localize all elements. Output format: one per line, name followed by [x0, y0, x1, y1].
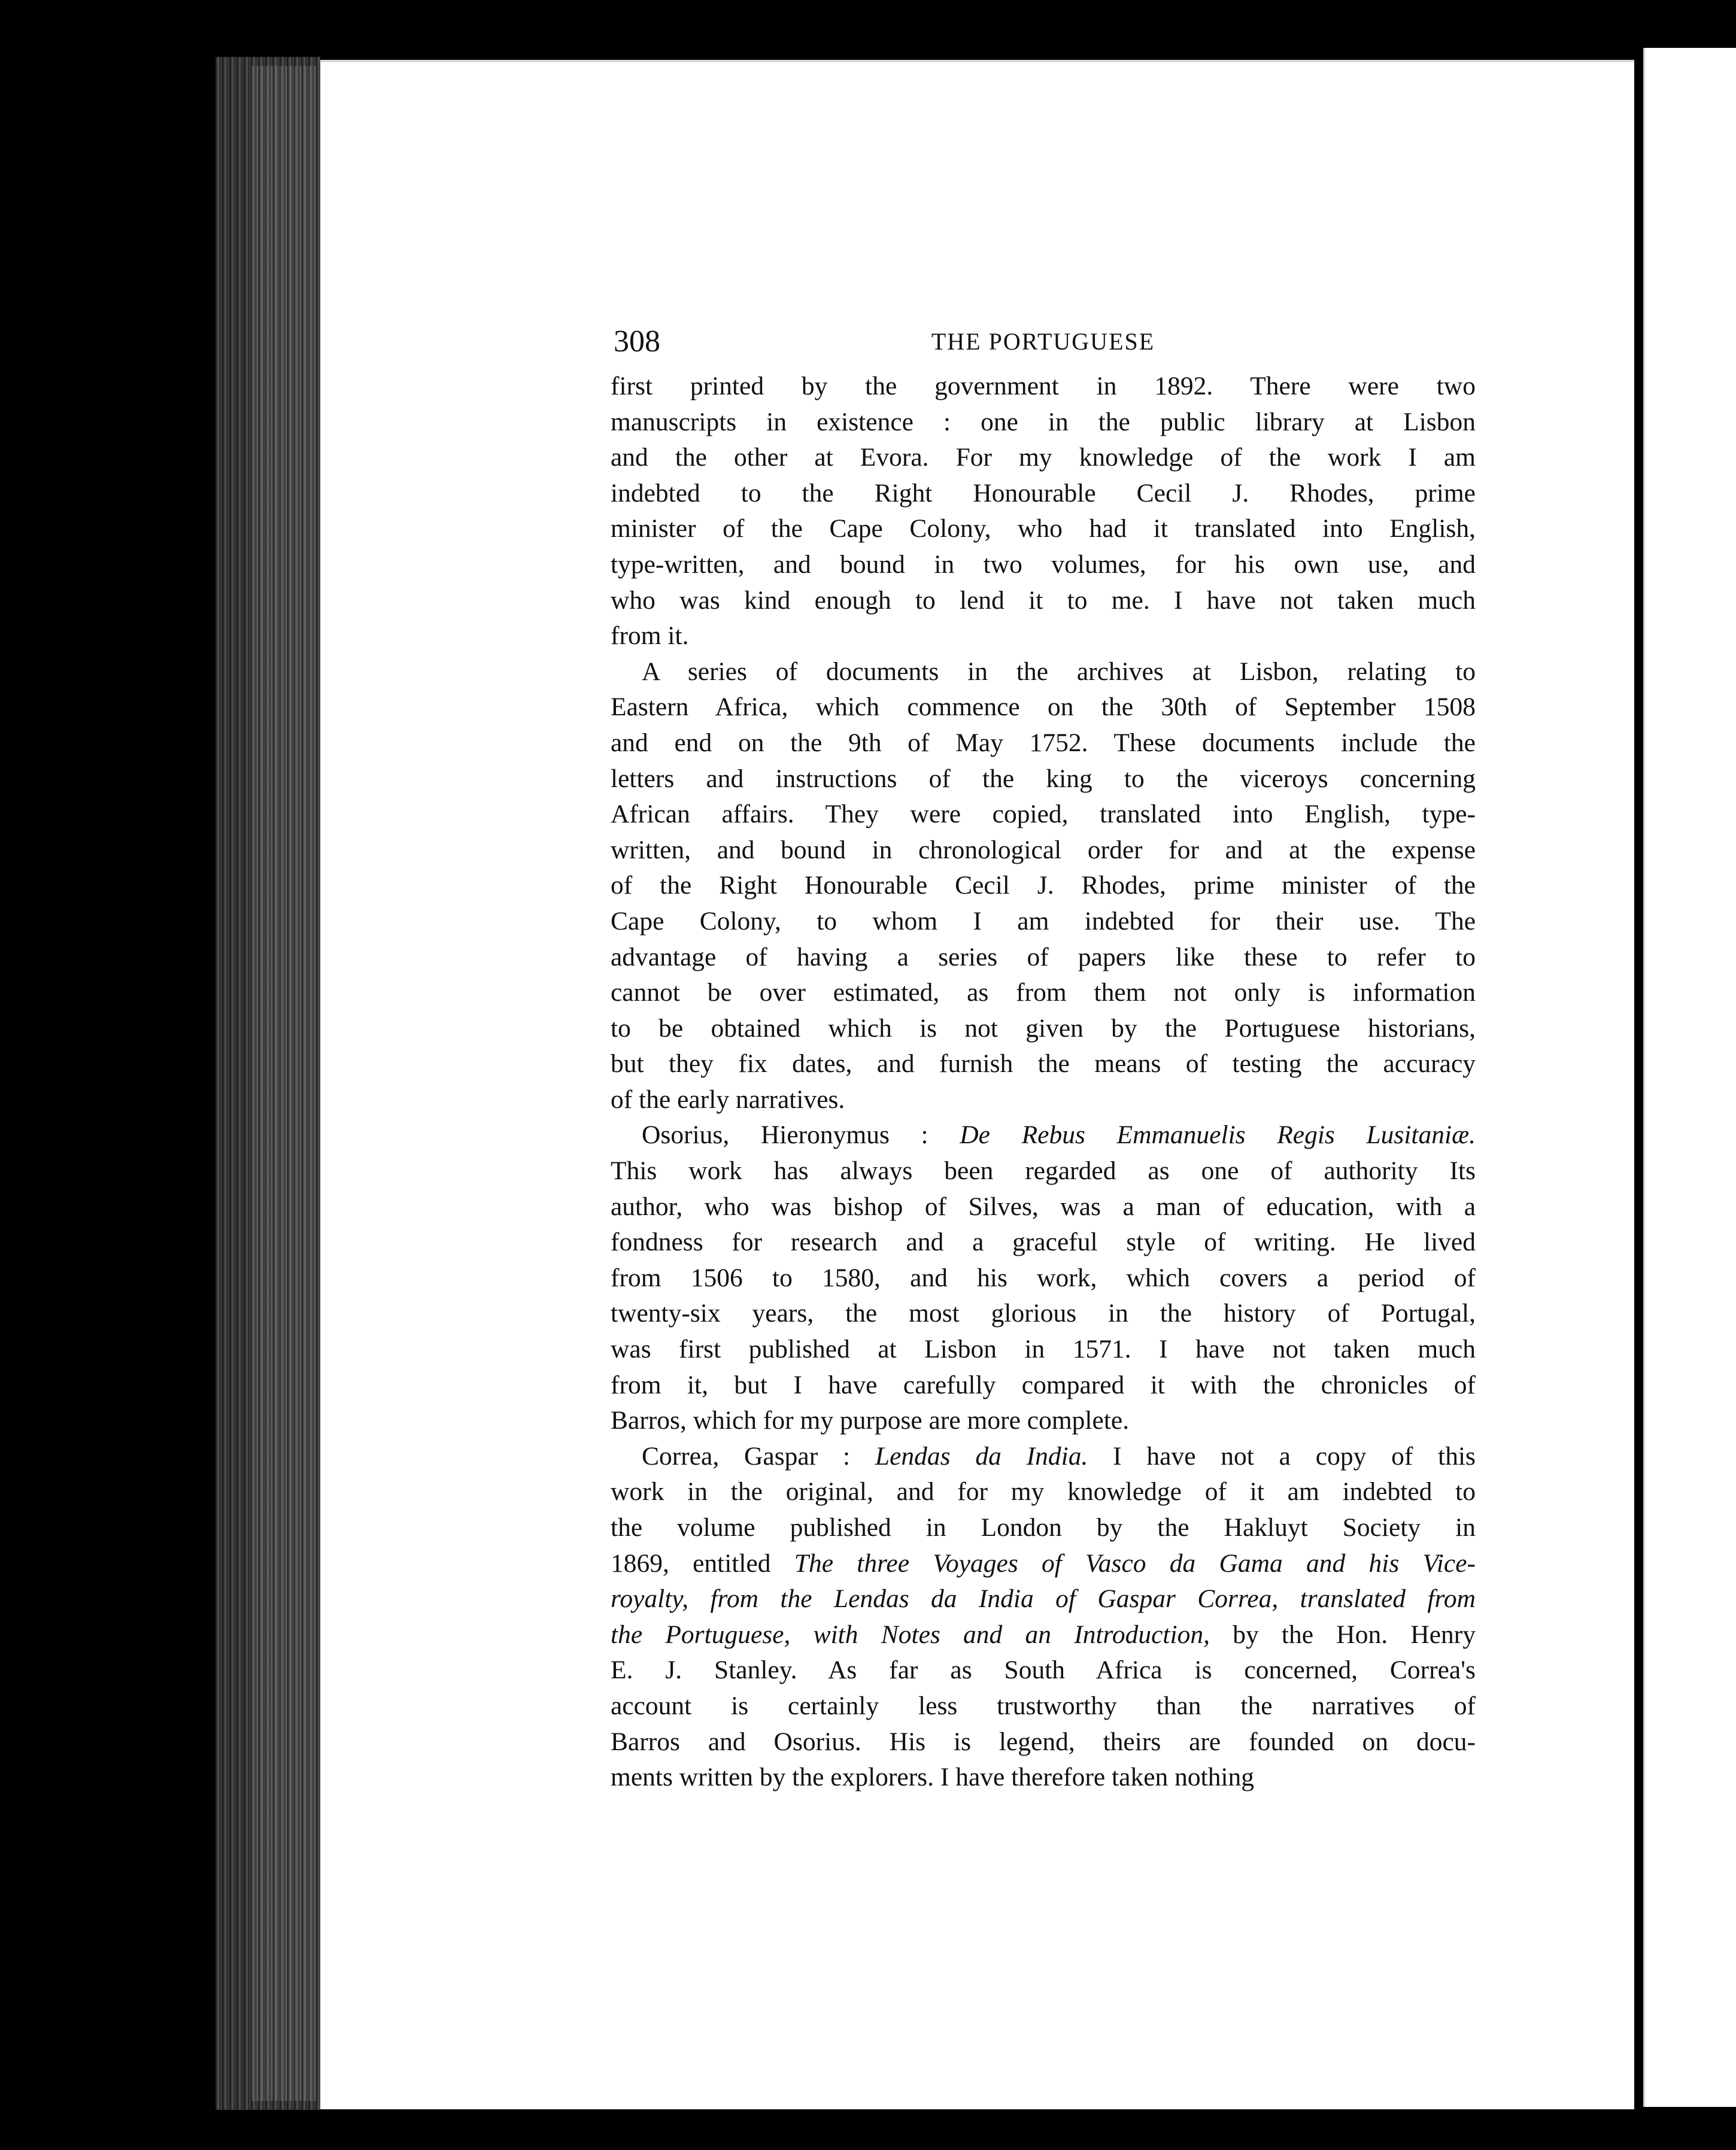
paragraph [611, 1117, 1476, 1438]
paragraph [611, 1439, 1476, 1796]
text-line: written, and bound in chronological order for and at the expense [611, 835, 1476, 864]
text-line: This work has always been regarded as one of authority Its [611, 1156, 1476, 1186]
text-line: advantage of having a series of papers like these to refer to [611, 942, 1476, 971]
text-line: but they fix dates, and furnish the means of testing the accuracy [611, 1049, 1476, 1079]
text-line: of the Right Honourable Cecil J. Rhodes, prime minister of the [611, 871, 1476, 900]
text-line: ments written by the explorers. I have therefore taken nothing [611, 1763, 1255, 1792]
text-line: Osorius, Hieronymus : De Rebus Emmanuelis Regis Lusitaniæ. [642, 1120, 1476, 1150]
text-line [611, 1581, 1476, 1617]
text-line: twenty-six years, the most glorious in the history of Portugal, [611, 1299, 1476, 1328]
text-line: from it, but I have carefully compared it with the chronicles of [611, 1370, 1476, 1399]
page-number: 308 [614, 324, 660, 359]
adjacent-page-edge [1643, 48, 1736, 2107]
text-line: Barros, which for my purpose are more complete. [611, 1406, 1130, 1435]
text-line: fondness for research and a graceful style of writing. He lived [611, 1228, 1476, 1257]
paragraph [611, 654, 1476, 1118]
text-line: to be obtained which is not given by the Portuguese historians, [611, 1013, 1476, 1043]
paragraph [611, 369, 1476, 654]
text-line: first printed by the government in 1892. There were two [611, 372, 1476, 400]
text-line: account is certainly less trustworthy than the narratives of [611, 1691, 1476, 1720]
running-head [611, 323, 1476, 360]
text-line: from 1506 to 1580, and his work, which covers a period of [611, 1263, 1476, 1292]
text-line: E. J. Stanley. As far as South Africa is concerned, Correa's [611, 1656, 1476, 1685]
text-line: Eastern Africa, which commence on the 30th of September 1508 [611, 693, 1476, 722]
italic-title: The three Voyages of Vasco da Gama and his Vice- [794, 1548, 1476, 1578]
text-line: A series of documents in the archives at Lisbon, relating to [642, 657, 1476, 686]
running-head-title: THE PORTUGUESE [931, 328, 1155, 355]
text-line: Correa, Gaspar : Lendas da India. I have not a copy of this [642, 1441, 1476, 1471]
text-line: minister of the Cape Colony, who had it translated into English, [611, 514, 1476, 543]
text-line: 1869, entitled The three Voyages of Vasco da Gama and his Vice- [611, 1548, 1476, 1578]
text-line: and the other at Evora. For my knowledge of the work I am [611, 443, 1476, 472]
text-line: of the early narratives. [611, 1085, 845, 1114]
text-line: type-written, and bound in two volumes, for his own use, and [611, 549, 1476, 579]
text-line: Cape Colony, to whom I am indebted for their use. The [611, 906, 1476, 936]
text-line: letters and instructions of the king to the viceroys concerning [611, 764, 1476, 793]
italic-title: De Rebus Emmanuelis Regis Lusitaniæ. [960, 1120, 1476, 1150]
text-line: indebted to the Right Honourable Cecil J. Rhodes, prime [611, 478, 1476, 508]
text-line: who was kind enough to lend it to me. I have not taken much [611, 585, 1476, 615]
text-line: and end on the 9th of May 1752. These documents include the [611, 728, 1476, 757]
text-line: was first published at Lisbon in 1571. I have not taken much [611, 1335, 1476, 1364]
text-line: manuscripts in existence : one in the public library at Lisbon [611, 407, 1476, 436]
page-text-block [611, 323, 1476, 1796]
italic-title: Lendas da India. [875, 1441, 1088, 1471]
text-line: African affairs. They were copied, translated into English, type- [611, 800, 1476, 829]
text-line: Barros and Osorius. His is legend, theirs are founded on docu- [611, 1727, 1476, 1756]
text-line: author, who was bishop of Silves, was a man of education, with a [611, 1192, 1476, 1221]
body-text [611, 369, 1476, 1796]
book-page-edges-highlight [251, 66, 317, 2101]
text-line: the volume published in London by the Hakluyt Society in [611, 1513, 1476, 1542]
text-line: work in the original, and for my knowledge of it am indebted to [611, 1477, 1476, 1507]
text-line: cannot be over estimated, as from them not only is information [611, 978, 1476, 1007]
italic-title: royalty, from the Lendas da India of Gaspar Correa, translated from [611, 1584, 1476, 1614]
text-line: from it. [611, 621, 689, 651]
text-line: the Portuguese, with Notes and an Introduction, by the Hon. Henry [611, 1620, 1476, 1649]
italic-title: the Portuguese, with Notes and an Introduction, [611, 1620, 1210, 1649]
